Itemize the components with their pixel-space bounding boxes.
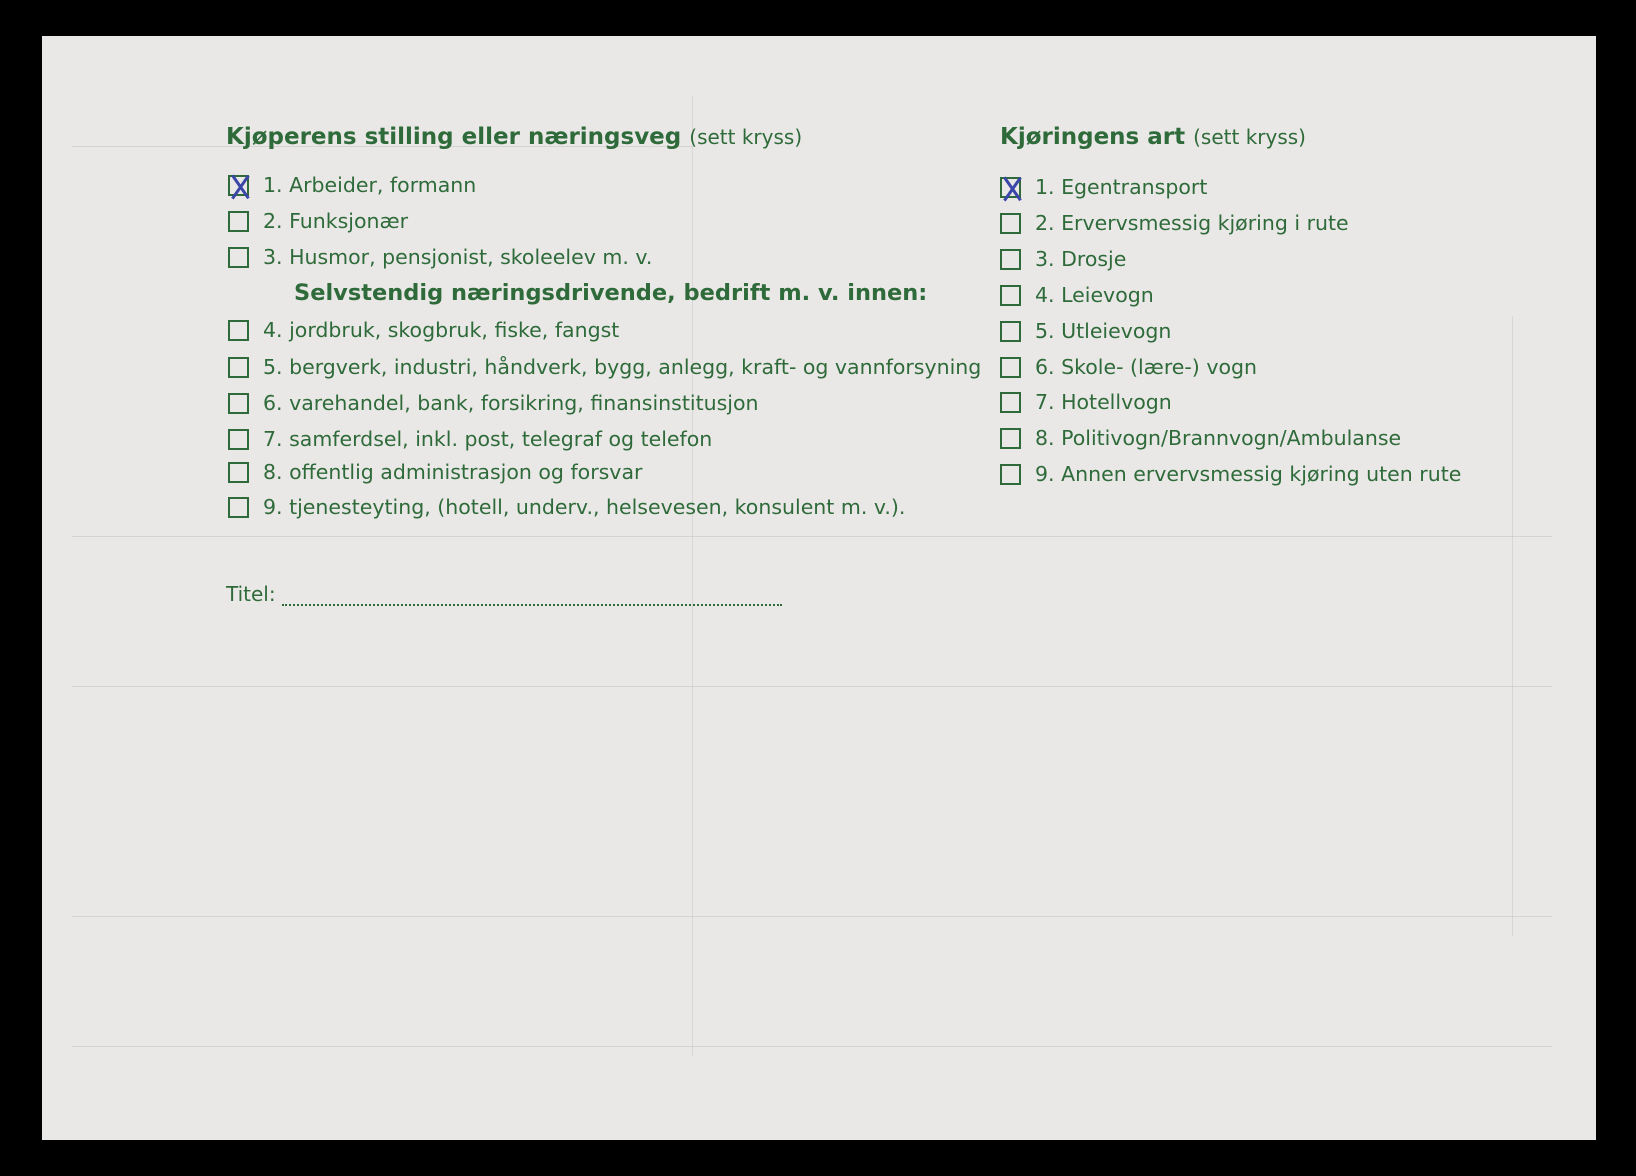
driving-option-8[interactable] (1000, 423, 1401, 453)
title-label: Titel: (226, 582, 276, 606)
occupation-option-3[interactable] (228, 242, 652, 272)
title-dotted-line[interactable] (282, 586, 782, 606)
checkbox[interactable] (228, 429, 249, 450)
option-label: 1. Egentransport (1035, 175, 1208, 199)
option-label: 8. offentlig administrasjon og forsvar (263, 460, 643, 484)
checkbox-checked[interactable] (228, 175, 249, 196)
option-label: 8. Politivogn/Brannvogn/Ambulanse (1035, 426, 1402, 450)
occupation-option-9[interactable] (228, 492, 905, 522)
option-label: 5. bergverk, industri, håndverk, bygg, anlegg, kraft- og vannforsyning (263, 355, 982, 379)
occupation-option-8[interactable] (228, 457, 642, 487)
checkbox[interactable] (1000, 392, 1021, 413)
show-through-line (72, 686, 1552, 687)
option-label: 9. tjenesteyting, (hotell, underv., helsevesen, konsulent m. v.). (263, 495, 906, 519)
show-through-line (692, 96, 693, 1056)
occupation-option-4[interactable] (228, 315, 619, 345)
checkbox[interactable] (1000, 249, 1021, 270)
option-label: 7. samferdsel, inkl. post, telegraf og telefon (263, 427, 713, 451)
checkbox[interactable] (1000, 321, 1021, 342)
occupation-option-6[interactable] (228, 388, 759, 418)
driving-option-3[interactable] (1000, 244, 1126, 274)
driving-option-1[interactable] (1000, 172, 1207, 202)
driving-option-6[interactable] (1000, 352, 1257, 382)
driving-option-2[interactable] (1000, 208, 1349, 238)
driving-type-heading (1000, 124, 1306, 150)
show-through-line (72, 916, 1552, 917)
checkbox[interactable] (228, 357, 249, 378)
checkbox[interactable] (1000, 285, 1021, 306)
option-label: 3. Husmor, pensjonist, skoleelev m. v. (263, 245, 653, 269)
driving-option-9[interactable] (1000, 459, 1461, 489)
option-label: 6. Skole- (lære-) vogn (1035, 355, 1257, 379)
driving-type-heading-note: (sett kryss) (1193, 125, 1306, 149)
occupation-option-1[interactable] (228, 170, 476, 200)
form-paper (42, 36, 1596, 1140)
option-label: 1. Arbeider, formann (263, 173, 477, 197)
driving-option-4[interactable] (1000, 280, 1154, 310)
show-through-line (72, 1046, 1552, 1047)
self-employed-subheading: Selvstendig næringsdrivende, bedrift m. v. innen: (294, 280, 928, 306)
option-label: 7. Hotellvogn (1035, 390, 1172, 414)
option-label: 4. Leievogn (1035, 283, 1154, 307)
option-label: 3. Drosje (1035, 247, 1127, 271)
option-label: 4. jordbruk, skogbruk, fiske, fangst (263, 318, 620, 342)
checkbox[interactable] (228, 497, 249, 518)
option-label: 2. Funksjonær (263, 209, 409, 233)
option-label: 6. varehandel, bank, forsikring, finansinstitusjon (263, 391, 759, 415)
occupation-option-7[interactable] (228, 424, 712, 454)
checkbox[interactable] (228, 393, 249, 414)
occupation-option-2[interactable] (228, 206, 408, 236)
checkbox[interactable] (228, 247, 249, 268)
checkbox[interactable] (228, 462, 249, 483)
title-field[interactable] (226, 582, 782, 606)
checkbox[interactable] (1000, 357, 1021, 378)
checkbox-checked[interactable] (1000, 177, 1021, 198)
show-through-line (1512, 316, 1513, 936)
driving-option-5[interactable] (1000, 316, 1171, 346)
checkbox[interactable] (1000, 428, 1021, 449)
option-label: 2. Ervervsmessig kjøring i rute (1035, 211, 1349, 235)
buyer-occupation-heading-note: (sett kryss) (689, 125, 803, 149)
buyer-occupation-heading-text: Kjøperens stilling eller næringsveg (226, 124, 682, 150)
show-through-line (72, 536, 1552, 537)
checkbox[interactable] (1000, 464, 1021, 485)
option-label: 9. Annen ervervsmessig kjøring uten rute (1035, 462, 1462, 486)
buyer-occupation-heading (226, 124, 802, 150)
option-label: 5. Utleievogn (1035, 319, 1172, 343)
occupation-option-5[interactable] (228, 352, 981, 382)
checkbox[interactable] (228, 320, 249, 341)
checkbox[interactable] (228, 211, 249, 232)
driving-type-heading-text: Kjøringens art (1000, 124, 1186, 150)
driving-option-7[interactable] (1000, 387, 1172, 417)
checkbox[interactable] (1000, 213, 1021, 234)
